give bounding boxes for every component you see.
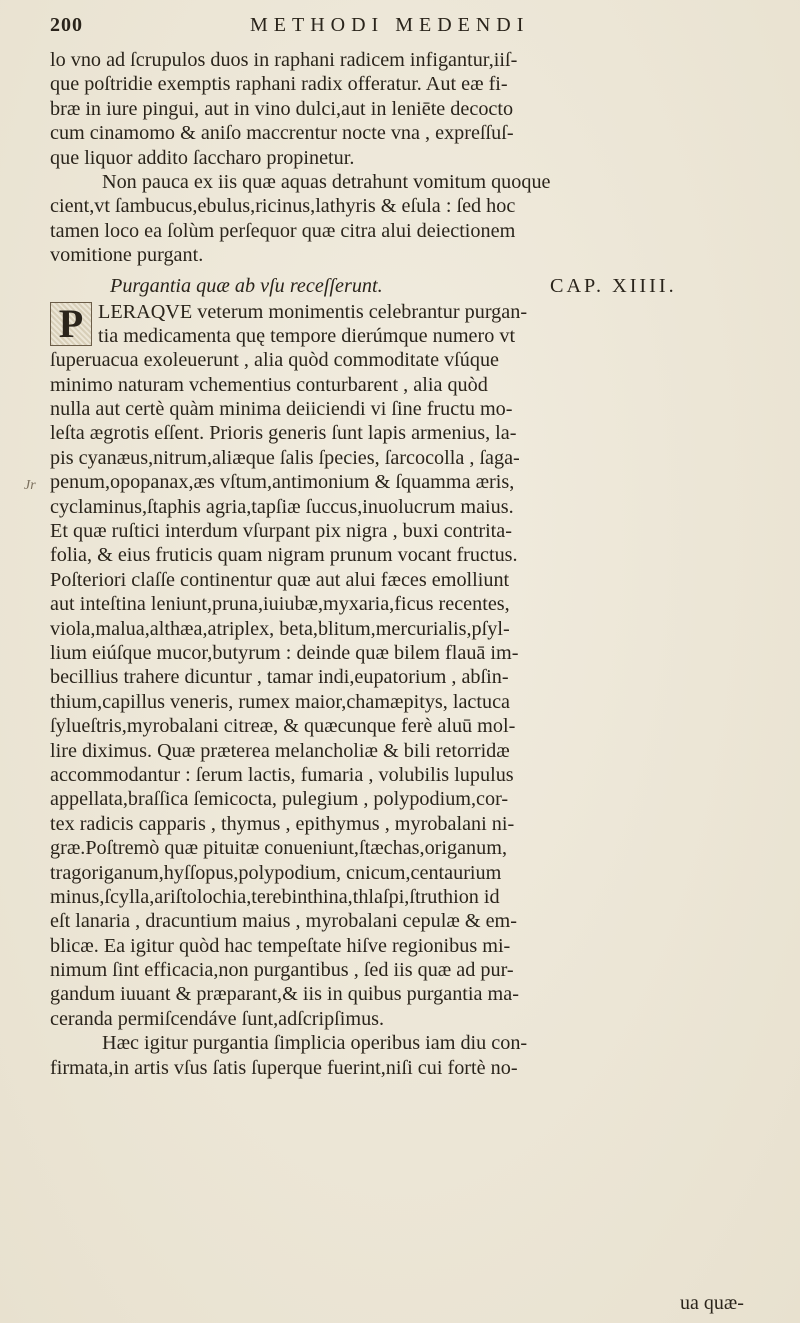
text-line: nulla aut certè quàm minima deiiciendi vi ſine fructu mo- [50, 398, 513, 421]
text-line: gandum iuuant & præparant,& iis in quibus purgantia ma- [50, 983, 519, 1006]
paragraph-4 [50, 1031, 776, 1080]
text-line: tex radicis capparis , thymus , epithymus , myrobalani ni- [50, 812, 515, 835]
page-header [50, 12, 760, 46]
text-line: cyclaminus,ſtaphis agria,tapſiæ ſuccus,inuolucrum maius. [50, 495, 514, 518]
page-number: 200 [50, 14, 83, 36]
text-line: viola,malua,althæa,atriplex, beta,blitum,mercurialis,pſyl- [50, 617, 510, 640]
body-text [50, 48, 776, 1080]
running-head: METHODI MEDENDI [250, 14, 530, 36]
chapter-heading [50, 272, 776, 300]
text-line: que liquor addito ſaccharo propinetur. [50, 146, 355, 169]
text-line: lium eiúſque mucor,butyrum : deinde quæ bilem flauā im- [50, 641, 519, 664]
paragraph-1 [50, 48, 776, 170]
text-line: eſt lanaria , dracuntium maius , myrobalani cepulæ & em- [50, 910, 517, 933]
text-line: ceranda permiſcendáve ſunt,adſcripſimus. [50, 1007, 385, 1030]
text-line: pis cyanæus,nitrum,aliæque ſalis ſpecies, ſarcocolla , ſaga- [50, 446, 520, 469]
text-line: aut inteſtina leniunt,pruna,iuiubæ,myxaria,ficus recentes, [50, 593, 510, 616]
text-line: accommodantur : ſerum lactis, fumaria , volubilis lupulus [50, 763, 514, 786]
text-line: nimum ſint efficacia,non purgantibus , ſed iis quæ ad pur- [50, 959, 514, 982]
chapter-number: CAP. XIIII. [550, 274, 677, 297]
text-line: minimo naturam vchementius conturbarent , alia quòd [50, 373, 488, 396]
text-line: Hæc igitur purgantia ſimplicia operibus iam diu con- [102, 1032, 528, 1055]
text-line: blicæ. Ea igitur quòd hac tempeſtate hiſve regionibus mi- [50, 934, 511, 957]
margin-mark: Jr [24, 478, 36, 493]
text-line: Poſteriori claſſe continentur quæ aut alui fæces emolliunt [50, 568, 510, 591]
text-line: ſylueſtris,myrobalani citreæ, & quæcunque ferè aluū mol- [50, 715, 516, 738]
text-line: tragoriganum,hyſſopus,polypodium, cnicum,centaurium [50, 861, 502, 884]
chapter-title: Purgantia quæ ab vſu receſſerunt. [110, 274, 383, 297]
text-line: becillius trahere dicuntur , tamar indi,eupatorium , abſin- [50, 666, 509, 689]
text-line: lire diximus. Quæ præterea melancholiæ & bili retorridæ [50, 739, 510, 762]
text-line: penum,opopanax,æs vſtum,antimonium & ſquamma æris, [50, 471, 515, 494]
text-line: LERAQVE veterum monimentis celebrantur purgan- [98, 300, 528, 323]
text-line: cum cinamomo & aniſo maccrentur nocte vna , expreſſuſ- [50, 122, 514, 145]
text-line: græ.Poſtremò quæ pituitæ conueniunt,ſtæchas,origanum, [50, 837, 507, 860]
text-line: cient,vt ſambucus,ebulus,ricinus,lathyris & eſula : ſed hoc [50, 195, 516, 218]
text-line: tia medicamenta quę tempore dierúmque numero vt [98, 324, 516, 347]
text-line: leſta ægrotis eſſent. Prioris generis ſunt lapis armenius, la- [50, 422, 517, 445]
text-line: Non pauca ex iis quæ aquas detrahunt vomitum quoque [102, 170, 551, 193]
text-line: bræ in iure pingui, aut in vino dulci,aut in leniēte decocto [50, 97, 514, 120]
paragraph-3-opening [50, 300, 776, 349]
dropcap-initial: P [50, 302, 92, 346]
text-line: vomitione purgant. [50, 244, 204, 267]
text-line: tamen loco ea ſolùm perſequor quæ citra alui deiectionem [50, 219, 516, 242]
catchword: ua quæ- [680, 1292, 744, 1314]
text-line: appellata,braſſica ſemicocta, pulegium , polypodium,cor- [50, 788, 509, 811]
text-line: firmata,in artis vſus ſatis ſuperque fuerint,niſi cui fortè no- [50, 1056, 518, 1079]
text-line: lo vno ad ſcrupulos duos in raphani radicem infigantur,iiſ- [50, 49, 518, 71]
text-line: thium,capillus veneris, rumex maior,chamæpitys, lactuca [50, 690, 511, 713]
text-line: ſuperuacua exoleuerunt , alia quòd commoditate vſúque [50, 349, 500, 372]
dropcap-block [50, 300, 776, 349]
text-line: Et quæ ruſtici interdum vſurpant pix nigra , buxi contrita- [50, 520, 512, 543]
text-line: minus,ſcylla,ariſtolochia,terebinthina,thlaſpi,ſtruthion id [50, 885, 500, 908]
paragraph-3 [50, 348, 776, 1031]
paragraph-2 [50, 170, 776, 268]
text-line: que poſtridie exemptis raphani radix offeratur. Aut eæ fi- [50, 73, 508, 96]
text-line: folia, & eius fruticis quam nigram prunum vocant fructus. [50, 544, 518, 567]
